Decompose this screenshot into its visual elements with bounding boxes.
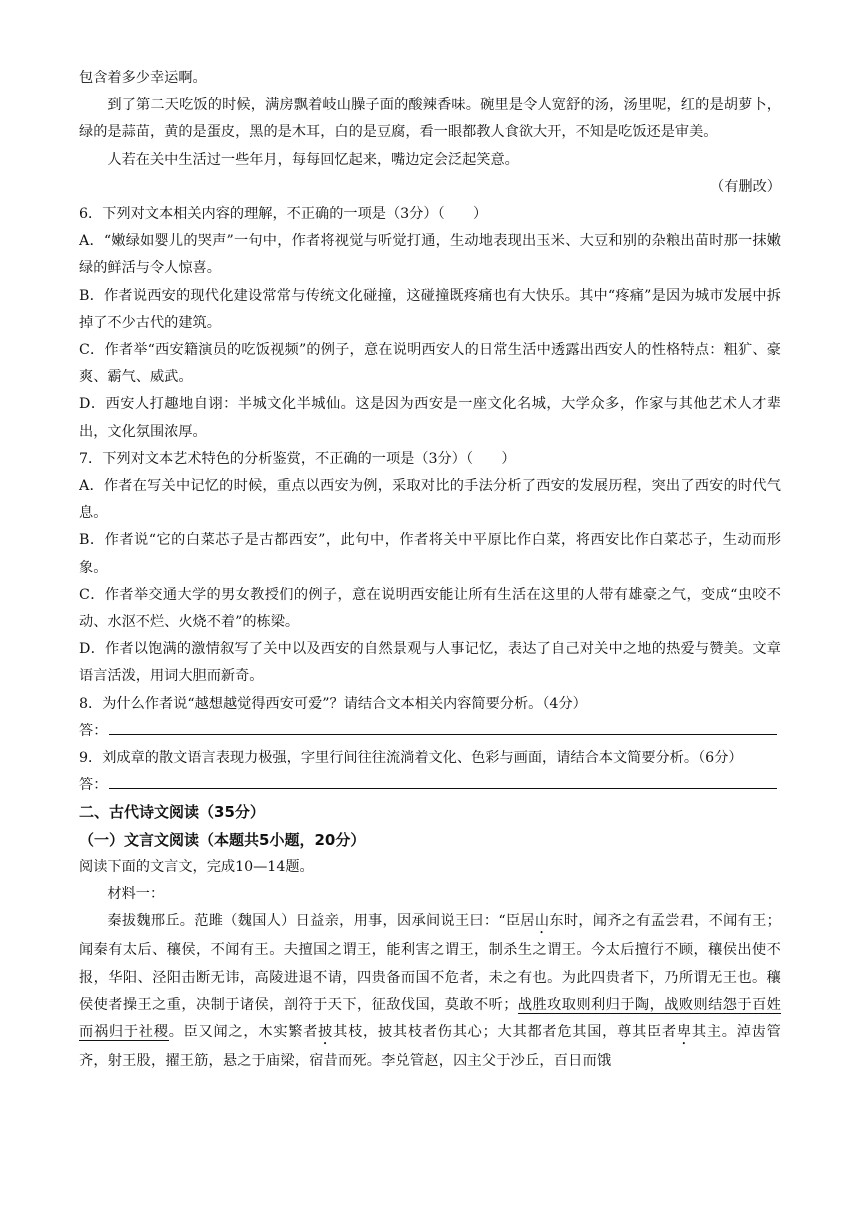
prose-paragraph: 包含着多少幸运啊。 [79, 70, 207, 86]
classical-text [79, 908, 781, 1075]
prose-paragraph: 人若在关中生活过一些年月，每每回忆起来，嘴边定会泛起笑意。 [107, 151, 519, 168]
classical-text-part: 其主。淖齿管齐，射王股，擢王筋，悬之于庙梁，宿昔而死。李兑管赵，囚主父于沙丘，百日而饿 [79, 1023, 781, 1069]
classical-text-part: 东时，闻齐之有孟尝君，不闻有王；闻秦有太后、穰侯，不闻有王。夫擅国之谓王，能利害之谓王，制杀生之谓王。今太后擅行不顾，穰侯出使不报，华阳、泾阳击断无讳，高陵进退不请，四贵备而国不危者，未之有也。为此四贵者下，乃所谓无王也。穰侯使者操王之重，决制于诸侯，剖符于天下，征敌伐国，莫敢不听； [79, 913, 781, 1013]
section-title: 二、古代诗文阅读（35分） [79, 803, 265, 822]
question-8-answer [79, 718, 781, 745]
prose-paragraph: 到了第二天吃饭的时候，满房飘着岐山臊子面的酸辣香味。碗里是令人宽舒的汤，汤里呢，红的是胡萝卜，绿的是蒜苗，黄的是蛋皮，黑的是木耳，白的是豆腐，看一眼都教人食欲大开，不知是吃饭还是审美。 [79, 97, 781, 141]
material-label: 材料一： [107, 886, 165, 903]
question-7-option-c: C．作者举交通大学的男女教授们的例子，意在说明西安能让所有生活在这里的人带有雄豪之气，变成“虫咬不动、水沤不烂、火烧不着”的栋梁。 [79, 586, 781, 631]
answer-line[interactable] [109, 718, 777, 735]
classical-text-part: 。臣又闻之，木实繁者 [168, 1023, 319, 1040]
emphasized-char: 卑 [676, 1023, 692, 1040]
question-6-stem: 6．下列对文本相关内容的理解，不正确的一项是（3分）（ ） [79, 206, 488, 223]
question-6-option-a: A．“嫩绿如婴儿的哭声”一句中，作者将视觉与听觉打通，生动地表现出玉米、大豆和别的杂粮出苗时那一抹嫩绿的鲜活与令人惊喜。 [79, 233, 781, 277]
question-6-option-d: D．西安人打趣地自诩：半城文化半城仙。这是因为西安是一座文化名城，大学众多，作家与其他艺术人才辈出，文化氛围浓厚。 [79, 396, 781, 440]
source-note: （有删改） [710, 178, 781, 195]
exam-page [79, 65, 781, 1075]
answer-label: 答： [79, 777, 108, 794]
underlined-sentence: 战胜攻取则利归于陶，战败则结怨于百姓而祸归于社稷 [79, 996, 781, 1040]
classical-text-part: 其枝，披其枝者伤其心；大其都者危其国，尊其臣者 [333, 1023, 677, 1040]
question-9-answer [79, 772, 781, 799]
emphasized-char: 披 [318, 1023, 334, 1040]
question-7-option-a: A．作者在写关中记忆的时候，重点以西安为例，采取对比的手法分析了西安的发展历程，突出了西安的时代气息。 [79, 478, 781, 522]
subsection-title: （一）文言文阅读（本题共5小题，20分） [79, 830, 366, 849]
question-8-stem: 8．为什么作者说“越想越觉得西安可爱”？请结合文本相关内容简要分析。（4分） [79, 695, 587, 712]
question-7-stem: 7．下列对文本艺术特色的分析鉴赏，不正确的一项是（3分）（ ） [79, 450, 516, 467]
section-instruction: 阅读下面的文言文，完成10—14题。 [79, 858, 314, 875]
question-7-option-b: B．作者说“它的白菜芯子是古都西安”，此句中，作者将关中平原比作白菜，将西安比作白菜芯子，生动而形象。 [79, 532, 781, 576]
question-6-option-c: C．作者举“西安籍演员的吃饭视频”的例子，意在说明西安人的日常生活中透露出西安人的性格特点：粗犷、豪爽、霸气、威武。 [79, 342, 781, 386]
question-7-option-d: D．作者以饱满的激情叙写了关中以及西安的自然景观与人事记忆，表达了自己对关中之地的热爱与赞美。文章语言活泼，用词大胆而新奇。 [79, 641, 781, 685]
question-6-option-b: B．作者说西安的现代化建设常常与传统文化碰撞，这碰撞既疼痛也有大快乐。其中“疼痛”是因为城市发展中拆掉了不少古代的建筑。 [79, 287, 781, 331]
classical-text-part: 秦拔魏邢丘。范雎（魏国人）日益亲，用事，因承间说王曰：“臣居 [107, 913, 535, 930]
answer-label: 答： [79, 722, 108, 739]
answer-line[interactable] [109, 772, 777, 789]
question-9-stem: 9．刘成章的散文语言表现力极强，字里行间往往流淌着文化、色彩与画面，请结合本文简要分析。（6分） [79, 750, 743, 767]
emphasized-char: 山 [534, 913, 550, 930]
